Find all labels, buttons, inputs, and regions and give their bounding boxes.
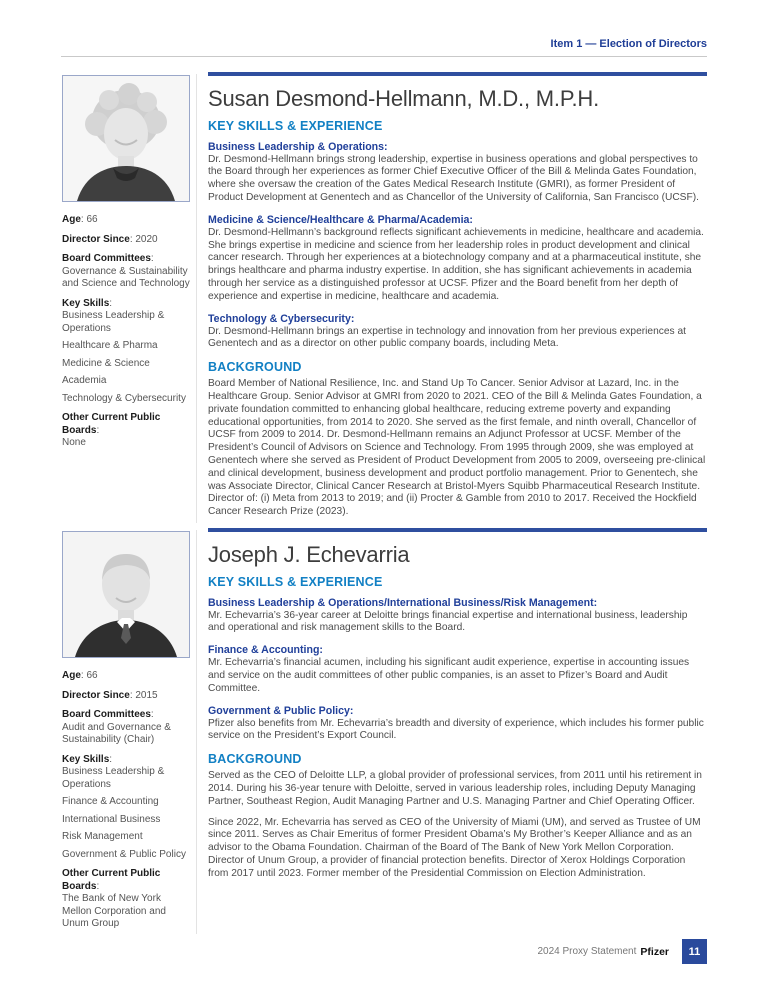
background-section (208, 752, 707, 880)
other-boards-value: The Bank of New York Mellon Corporation and Unum Group (62, 893, 166, 929)
skill-section (208, 141, 707, 205)
key-skill-item: Risk Management (62, 831, 143, 842)
other-boards-label: Other Current Public Boards : (62, 868, 190, 893)
board-committees-value: Audit and Governance & Sustainability (Chair) (62, 721, 171, 745)
background-section (208, 360, 707, 519)
skill-section-heading: Business Leadership & Operations: (208, 140, 388, 153)
director-since-label: Director Since : (62, 690, 133, 701)
portrait-woman-illustration (63, 76, 189, 201)
age-label: Age : (62, 670, 84, 681)
section-divider-bar (208, 528, 707, 532)
age-field (62, 670, 190, 683)
footer-statement-text: 2024 Proxy Statement (537, 946, 637, 957)
footer-brand-text: Pfizer (640, 945, 669, 958)
director-since-value: 2015 (135, 689, 158, 701)
other-boards-label: Other Current Public Boards : (62, 412, 190, 437)
director-main-content (208, 72, 707, 527)
skill-section-body: Dr. Desmond-Hellmann brings strong leadership, expertise in business operations and global perspectives to the Board through her experiences as former Chief Executive Officer of the Bill & Melinda Gates Foundation, where she oversaw the creation of the Gates Medical Research Institute (GMRI), as former President of Product Development at Genentech and as Chancellor of the University of California, San Francisco (UCSF). (208, 153, 699, 204)
key-skills-experience-heading: KEY SKILLS & EXPERIENCE (208, 574, 383, 589)
key-skills-experience-heading: KEY SKILLS & EXPERIENCE (208, 118, 383, 133)
director-since-value: 2020 (135, 233, 158, 245)
age-value: 66 (86, 214, 98, 225)
key-skill-item: International Business (62, 813, 161, 825)
skill-section (208, 705, 707, 744)
director-since-field (62, 234, 190, 247)
director-main-content (208, 528, 707, 938)
page-header-title: Item 1 — Election of Directors (550, 38, 707, 50)
skill-section-body: Dr. Desmond-Hellmann brings an expertise in technology and innovation from her previous experiences at Genentech and as a director on other public company boards, including Meta. (208, 325, 686, 350)
board-committees-field (62, 709, 190, 747)
skill-section-body: Mr. Echevarria’s 36-year career at Deloitte brings financial expertise and international business, leadership and operational and risk management skills to the Board. (208, 609, 688, 634)
key-skills-label: Key Skills : (62, 298, 190, 311)
key-skill-item: Business Leadership & Operations (62, 310, 165, 334)
header-rule (61, 56, 707, 57)
skill-section-body: Mr. Echevarria’s financial acumen, including his significant audit experience, expertise in accounting issues and service on the audit committees of other public companies, is an asset to Pfizer’s Board and Audit Committee. (208, 657, 690, 694)
skill-section (208, 214, 707, 304)
skill-section (208, 313, 707, 352)
background-heading: BACKGROUND (208, 360, 302, 375)
director-since-field (62, 690, 190, 703)
age-label: Age : (62, 214, 84, 225)
director-name: Joseph J. Echevarria (208, 542, 410, 567)
skill-section-heading: Medicine & Science/Healthcare & Pharma/Academia: (208, 213, 473, 226)
key-skills-label: Key Skills : (62, 754, 190, 767)
skill-section-heading: Technology & Cybersecurity: (208, 312, 355, 325)
background-paragraph: Board Member of National Resilience, Inc. and Stand Up To Cancer. Senior Advisor at Lazard, Inc. in the Healthcare Group. Senior Advisor at GMRI from 2020 to 2021. CEO of the Bill & Melinda Gates Foundation, a private foundation committed to enhancing global healthcare, reducing extreme poverty and expanding educational opportunities, from 2014 to 2020. She served as the first female, and ninth overall, Chancellor of UCSF from 2009 to 2014. Dr. Desmond-Hellmann remains an Adjunct Professor at UCSF. Member of the President’s Council of Advisors on Science and Technology. From 1995 through 2009, she was employed at Genentech where she served as President of Product Development from 2005 to 2009, overseeing pre-clinical and clinical development, business development and product portfolio management. Prior to Genentech, she was Associate Director, Clinical Cancer Research at Bristol-Myers Squibb Pharmaceutical Research Institute. Director of: (i) Meta from 2013 to 2019; and (ii) Procter & Gamble from 2010 to 2017. Received the Hockfield Cancer Research Prize (2023). (208, 378, 706, 518)
page-number-badge: 11 (682, 939, 707, 964)
age-value: 66 (86, 670, 98, 681)
page-footer (537, 939, 707, 964)
other-boards-field (62, 412, 190, 450)
background-paragraph: Served as the CEO of Deloitte LLP, a global provider of professional services, from 2011 until his retirement in 2014. During his 36-year tenure with Deloitte, served in various leadership roles, including Deputy Managing Partner, Southeast Region, Audit Managing Partner and U.S. Managing Partner and Chief Operating Officer. (208, 770, 702, 807)
other-boards-field (62, 868, 190, 931)
key-skills-field (62, 754, 190, 862)
background-paragraph: Since 2022, Mr. Echevarria has served as CEO of the University of Miami (UM), and served as Trustee of UM since 2011. Serves as Chair Emeritus of former President Obama’s My Brother’s Keeper Alliance and as an advisor to the Obama Foundation. Chairman of the Board of The Bank of New York Mellon Corporation. Director of Unum Group, a provider of financial protection benefits. Director of Xerox Holdings Corporation from 2017 until 2023. Former member of the Presidential Commission on Election Administration. (208, 816, 701, 879)
skill-section-body: Dr. Desmond-Hellmann’s background reflects significant achievements in medicine, healthcare and academia. She brings expertise in medicine and science from her leadership roles in product development and clinical cancer research. Through her experiences at a biotechnology company and at a pharmaceutical institute, she brings healthcare and pharma industry expertise. In addition, she has significant achievements in academia through her service as a distinguished professor at UCSF. Pfizer and the Board benefit from her depth of experience and expertise in medicine, healthcare and academia. (208, 226, 704, 302)
board-committees-label: Board Committees : (62, 709, 190, 722)
key-skill-item: Healthcare & Pharma (62, 340, 158, 351)
key-skill-item: Medicine & Science (62, 357, 150, 369)
director-name: Susan Desmond-Hellmann, M.D., M.P.H. (208, 86, 599, 111)
other-boards-value: None (62, 437, 86, 448)
age-field (62, 214, 190, 227)
board-committees-value: Governance & Sustainability and Science and Technology (62, 265, 190, 289)
skill-section (208, 644, 707, 695)
skill-section-heading: Finance & Accounting: (208, 644, 323, 657)
key-skill-item: Finance & Accounting (62, 796, 159, 807)
director-sidebar (62, 72, 190, 527)
key-skill-item: Academia (62, 375, 107, 386)
portrait-man-illustration (63, 532, 189, 657)
section-divider-bar (208, 72, 707, 76)
board-committees-field (62, 253, 190, 291)
skill-section-heading: Business Leadership & Operations/International Business/Risk Management: (208, 596, 598, 609)
key-skill-item: Technology & Cybersecurity (62, 392, 186, 404)
background-heading: BACKGROUND (208, 752, 302, 767)
key-skill-item: Business Leadership & Operations (62, 766, 165, 790)
skill-section (208, 597, 707, 636)
key-skills-field (62, 298, 190, 406)
director-since-label: Director Since : (62, 234, 133, 245)
key-skill-item: Government & Public Policy (62, 848, 186, 860)
skill-section-body: Pfizer also benefits from Mr. Echevarria’s breadth and diversity of experience, which includes his former public service on the President’s Export Council. (208, 717, 704, 742)
director-photo (62, 75, 190, 202)
director-bio-echevarria (62, 528, 707, 938)
skill-section-heading: Government & Public Policy: (208, 704, 354, 717)
director-photo (62, 531, 190, 658)
director-sidebar (62, 528, 190, 938)
director-bio-desmond-hellmann (62, 72, 707, 527)
board-committees-label: Board Committees : (62, 253, 190, 266)
